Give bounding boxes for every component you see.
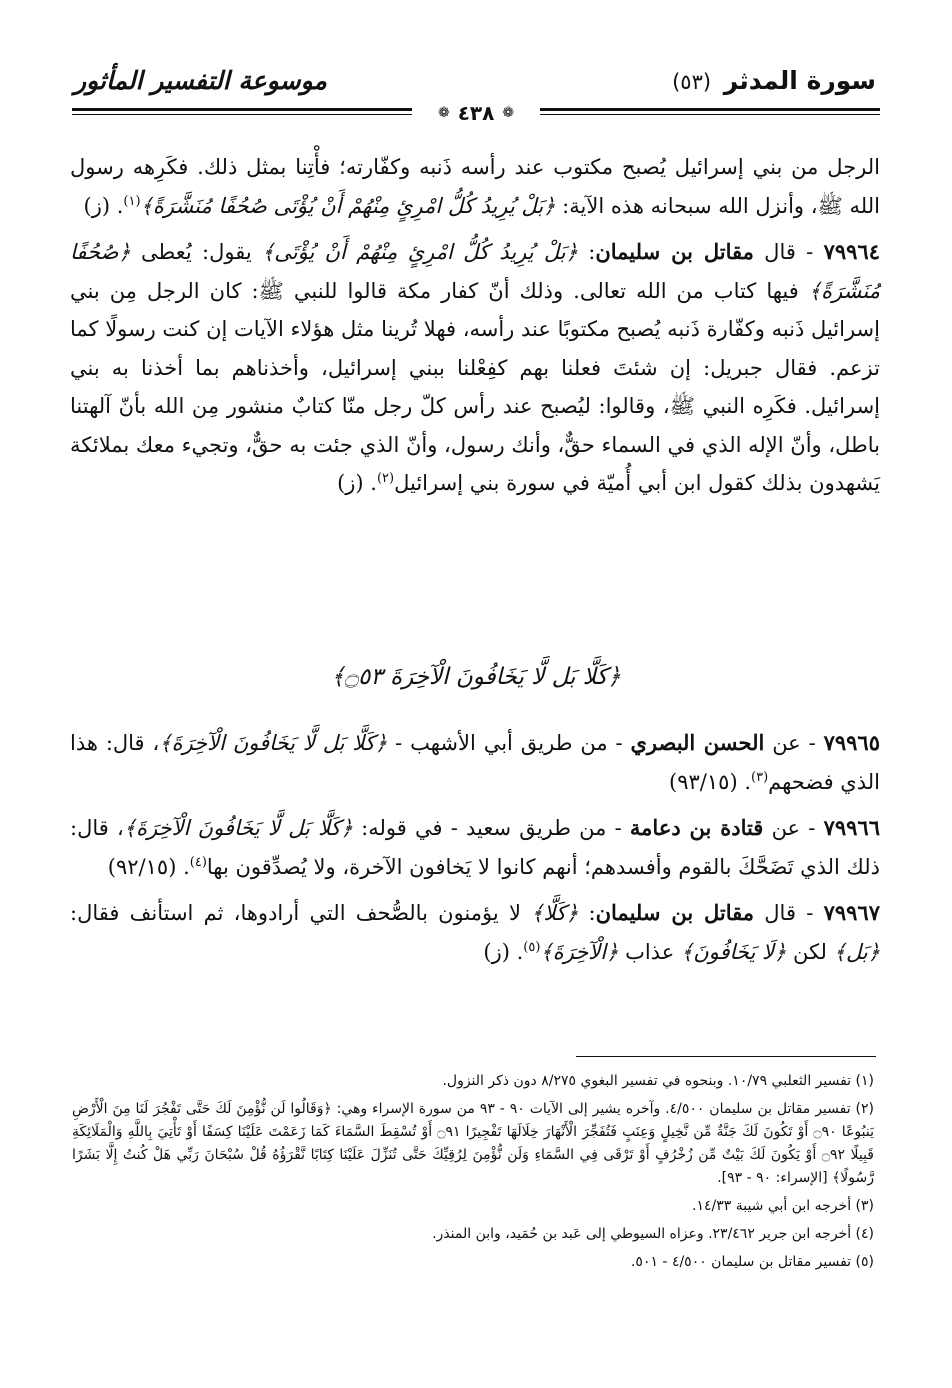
surah-title (672, 66, 876, 95)
footnote-4: (٤) أخرجه ابن جرير ٢٣/٤٦٢. وعزاه السيوطي إلى عَبد بن حُمَيد، وابن المنذر. (432, 1226, 874, 1242)
narration-number: ٧٩٩٦٥ (823, 730, 880, 755)
quran-quote: ﴿الْآخِرَةَ﴾ (540, 939, 619, 964)
volume-page-ref: (٩٢/١٥) (107, 854, 177, 879)
footnote-ref: (١) (123, 193, 141, 209)
text-run: - قال (754, 901, 824, 925)
quran-quote: ﴿بَلْ يُرِيدُ كُلُّ امْرِئٍ مِنْهُمْ أَنْ يُؤْتَى صُحُفًا مُنَشَّرَةً﴾ (140, 193, 556, 218)
narration-79964 (70, 233, 880, 503)
text-run: : (578, 901, 596, 925)
narration-number: ٧٩٩٦٤ (823, 239, 880, 264)
footnote-ref: (٢) (376, 471, 395, 486)
quran-quote: ﴿كَلَّا بَل لَّا يَخَافُونَ الْآخِرَةَ﴾ (159, 731, 388, 755)
main-text-upper (70, 148, 880, 503)
text-run: عذاب (618, 939, 681, 964)
quran-quote: ﴿لَا يَخَافُونَ﴾ (680, 939, 787, 964)
footnote-3: (٣) أخرجه ابن أبي شيبة ١٤/٣٣. (692, 1198, 874, 1214)
volume-page-ref: (٩٣/١٥) (669, 769, 738, 794)
text-run: ، قال: ذلك الذي تَضَحَّكَ بالقوم وأفسدهم؛ أنهم كانوا لا يَخافون الآخرة، ولا يُصدِّقون بها (70, 816, 880, 879)
footnotes (72, 1070, 874, 1279)
narrator-name: الحسن البصري (630, 730, 765, 755)
surah-number: (٥٣) (672, 70, 712, 94)
ornament-icon: ❁ (502, 105, 515, 121)
footnote-2: (٢) تفسير مقاتل بن سليمان ٤/٥٠٠. وآخره يشير إلى الآيات ٩٠ - ٩٣ من سورة الإسراء وهي: ﴿وَقَالُوا لَن نُّؤْمِنَ لَكَ حَتَّى تَفْجُرَ لَنَا مِنَ الْأَرْضِ يَنبُوعًا ۝٩٠ أَوْ تَكُونَ لَكَ جَنَّةٌ مِّن نَّخِيلٍ وَعِنَبٍ فَتُفَجِّرَ الْأَنْهَارَ خِلَالَهَا تَفْجِيرًا ۝٩١ أَوْ تُسْقِطَ السَّمَاءَ كَمَا زَعَمْتَ عَلَيْنَا كِسَفًا أَوْ تَأْتِيَ بِاللَّهِ وَالْمَلَائِكَةِ قَبِيلًا ۝٩٢ أَوْ يَكُونَ لَكَ بَيْتٌ مِّن زُخْرُفٍ أَوْ تَرْقَى فِي السَّمَاءِ وَلَن نُّؤْمِنَ لِرُقِيِّكَ حَتَّى تُنَزِّلَ عَلَيْنَا كِتَابًا نَّقْرَؤُهُ قُلْ سُبْحَانَ رَبِّي هَلْ كُنتُ إِلَّا بَشَرًا رَّسُولًا﴾ [الإسراء: ٩٠ - ٩٣]. (72, 1101, 875, 1186)
narrator-name: مقاتل بن سليمان (595, 239, 754, 264)
text-run: - عن (763, 816, 824, 840)
footnote-ref: (٥) (523, 939, 541, 955)
main-text-lower (70, 724, 880, 971)
footnote-5: (٥) تفسير مقاتل بن سليمان ٤/٥٠٠ - ٥٠١. (630, 1254, 874, 1270)
narrator-name: مقاتل بن سليمان (595, 900, 755, 925)
text-run: فكَرِهه رسول الله ﷺ، وأنزل الله سبحانه هذه الآية: (70, 155, 880, 218)
footnote-ref: (٤) (189, 854, 207, 870)
text-run: فيها كتاب من الله تعالى. وذلك أنّ كفار مكة قالوا للنبي ﷺ: كان الرجل مِن بني إسرائيل ذَنبه وكفّارة ذَنبه يُصبح مكتوبًا عند رأسه، فهلا تُرينا مثل هؤلاء الآيات إن كنت رسولًا كما تزعم. فقال جبريل: إن شئتَ فعلنا بهم كفِعْلنا ببني إسرائيل، وأخذناهم بما أخذنا به بني إسرائيل. فكَرِه النبي ﷺ، وقالوا: ليُصبح عند رأس كلّ رجل منّا كتابٌ منشور مِن الله بأنّ آلهتنا باطل، وأنّ الإله الذي في السماء حقٌّ، وأنك رسول، وأنّ الذي جئت به حقٌّ، وتجيء معك بملائكة يَشهدون بذلك كقول ابن أبي أُميّة في سورة بني إسرائيل (69, 278, 880, 495)
text-run: - من طريق سعيد - في قوله: (352, 816, 630, 840)
quran-quote: ﴿بَلْ يُرِيدُ كُلُّ امْرِئٍ مِنْهُمْ أَنْ يُؤْتَى﴾ (261, 240, 578, 264)
quran-quote: ﴿صُحُفًا مُنَشَّرَةً﴾ (70, 240, 880, 303)
footnote-1: (١) تفسير الثعلبي ١٠/٧٩. وبنحوه في تفسير البغوي ٨/٢٧٥ دون ذكر النزول. (442, 1073, 874, 1089)
text-run: - من طريق أبي الأشهب - (387, 731, 631, 755)
source-tag: . (ز) (337, 471, 377, 495)
quran-quote: ﴿بَل﴾ (833, 939, 880, 964)
narration-number: ٧٩٩٦٦ (823, 815, 880, 840)
verse-heading: ﴿كَلَّا بَل لَّا يَخَافُونَ الْآخِرَةَ ۝٥٣﴾ (331, 664, 621, 690)
text-run: - قال (753, 240, 824, 264)
text-run: لكن (786, 939, 834, 964)
page-number-box (412, 98, 540, 128)
text-run: يقول: يُعطى (130, 240, 262, 264)
page-number: ٤٣٨ (457, 101, 495, 125)
narration-number: ٧٩٩٦٧ (823, 900, 880, 925)
text-run: لا يؤمنون بالصُّحف التي أرادوها، ثم استأنف فقال: (70, 901, 532, 925)
narration-79965: ٧٩٩٦٥ - عن الحسن البصري - من طريق أبي الأشهب - ﴿كَلَّا بَل لَّا يَخَافُونَ الْآخِرَةَ﴾، قال: هذا الذي فضحهم$^{(٣)}$. (٩٣/١٥) (70, 730, 880, 794)
narration-79966: ٧٩٩٦٦ - عن قتادة بن دعامة - من طريق سعيد - في قوله: ﴿كَلَّا بَل لَّا يَخَافُونَ الْآخِرَةَ﴾، قال: ذلك الذي تَضَحَّكَ بالقوم وأفسدهم؛ أنهم كانوا لا يَخافون الآخرة، ولا يُصدِّقون بها$^{(٤)}$. (٩٢/١٥) (70, 815, 880, 879)
surah-name: سورة المدثر (723, 66, 876, 95)
footnote-ref: (٣) (751, 769, 769, 785)
source-tag: . (ز) (483, 939, 524, 964)
narration-79967 (70, 894, 880, 971)
book-title: موسوعة التفسير المأثور (74, 66, 327, 95)
text-run: - عن (764, 731, 824, 755)
quran-quote: ﴿كَلَّا﴾ (531, 901, 579, 925)
footnote-divider (576, 1056, 876, 1057)
source-tag: . (ز) (83, 193, 124, 218)
ornament-icon: ❁ (437, 105, 450, 121)
text-run: ، قال: هذا الذي فضحهم (70, 731, 880, 794)
text-line: الرجل من بني إسرائيل يُصبح مكتوب عند رأسه ذَنبه وكفّارته؛ فأْتِنا بمثل ذلك. (197, 155, 880, 179)
text-run: : (577, 240, 596, 264)
quran-quote: ﴿كَلَّا بَل لَّا يَخَافُونَ الْآخِرَةَ﴾ (123, 816, 353, 840)
narrator-name: قتادة بن دعامة (629, 815, 764, 840)
continuation-paragraph (70, 148, 880, 225)
